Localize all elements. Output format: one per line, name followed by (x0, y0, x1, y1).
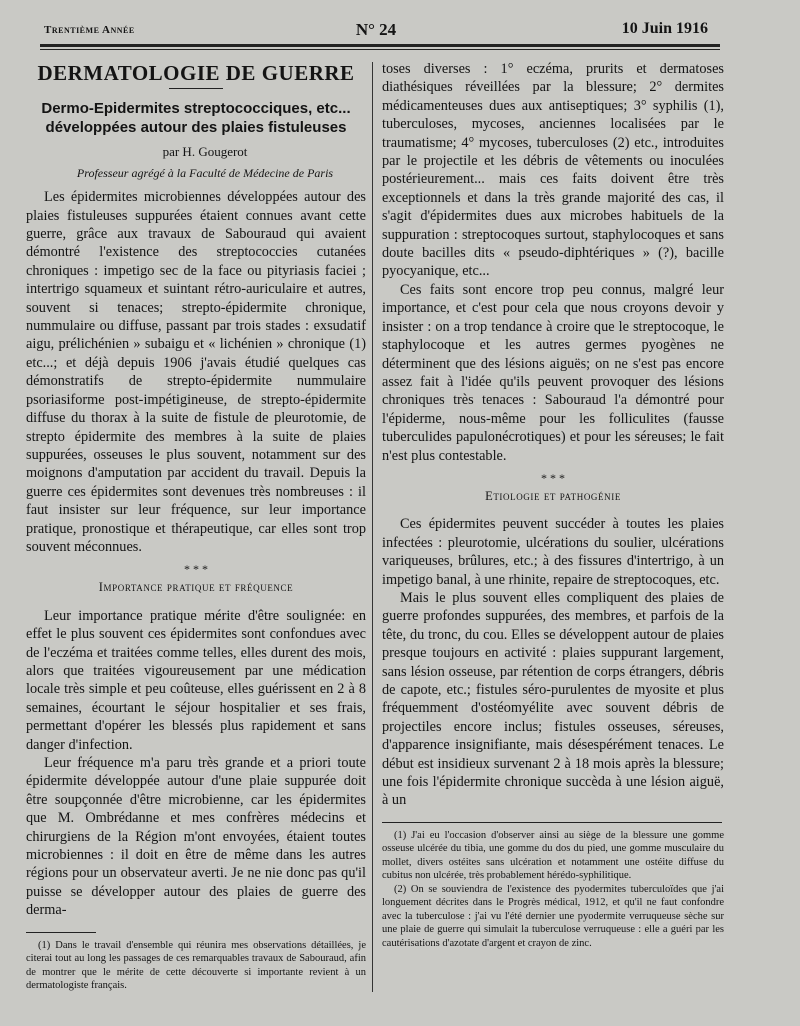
footnote-separator-right (382, 822, 722, 823)
header-year: Trentième Année (44, 24, 135, 36)
article-subtitle-line-2: développées autour des plaies fistuleuses (45, 119, 347, 137)
section-stars-1: * * * (184, 562, 208, 577)
header-rule-thick (40, 44, 720, 47)
header-date: 10 Juin 1916 (621, 20, 708, 37)
left-column (26, 60, 366, 993)
title-rule (169, 88, 223, 89)
right-column (382, 60, 724, 950)
paragraph-1: Les épidermites microbiennes développées autour des plaies fistuleuses suppurées étaient connues avant cette guerre, grâce aux travaux de Sabouraud qui avaient démontré l'existence des streptococcies cutanées chroniques : impetigo sec de la face ou pityriasis faciei ; intertrigo squameux et suintant rétro-auriculaire et autres, souvent si tenaces; strepto-épidermite chronique, nummulaire ou diffuse, passant par trois stades : exsudatif aigu, prélichénien » subaigu et « lichénien » chronique (1) etc...; et déjà depuis 1906 j'avais étudié quelques cas démonstratifs de strepto-épidermite nummulaire psoriasiforme post-impétigineuse, de strepto-épidermite diffuse du thorax à la suite de fistule de pleurotomie, de strepto épidermite des membres à la suite de plaies suppurées, osseuses le plus souvent, notamment sur des moignons d'amputation par accident du travail. Depuis la guerre ces épidermites sont devenues très nombreuses : il faut insister sur leur fréquence, sur leur importance pratique, pronostique et thérapeutique, car elles sont trop souvent méconnues. (26, 189, 366, 555)
page-header (44, 20, 708, 42)
paragraph-2: Leur importance pratique mérite d'être soulignée: en effet le plus souvent ces épidermites sont confondues avec de l'eczéma et traitées comme telles, elles durent des mois, alors que traitées vigoureusement par une médication locale très simple et peu coûteuse, elles guérissent en 2 à 8 semaines, écourtant le séjour hospitalier et ses frais, permettant d'opérer les blessés plus rapidement et sans danger d'infection. (26, 607, 366, 753)
paragraph-7: Mais le plus souvent elles compliquent des plaies de guerre profondes suppurées, des membres, et parfois de la tête, du tronc, du cou. Elles se développent autour de plaies presque toujours en activité : plaies suppurant largement, sans lésion osseuse, par rétention de corps étrangers, débris de capote, etc.; fistules séro-purulentes de myosite et plus fréquemment d'ostéomyélite avec souvent débris de projectiles encore inclus; fistules osseuses, séreuses, d'apparence insignifiante, mais désespérément tenaces. Le début est insidieux survenant 2 à 18 mois après la blessure; une fois l'épidermite chronique succèda à une lésion aiguë, à un (382, 589, 724, 809)
footnote-2: (1) J'ai eu l'occasion d'observer ainsi au siège de la blessure une gomme osseuse ulcérée du tibia, une gomme du dos du pied, une gomme musculaire du mollet, divers ostéites sans ulcération et notamment une ostéite diffuse du cubitus non ulcérée, très probablement hérédo-syphilitique. (382, 829, 724, 882)
paragraph-5: Ces faits sont encore trop peu connus, malgré leur importance, et c'est pour cela que nous croyons devoir y insister : on a trop tendance à croire que le streptocoque, le staphylocoque et les autres germes pyogènes ne déterminent que des lésions aiguës; on ne s'est pas encore assez fait à l'idée qu'ils peuvent provoquer des lésions chroniques très tenaces : Sabouraud l'a démontré pour l'épiderme, nous-même pour les folliculites (fausse tuberculides papulonécrotiques) et pour les séreuses; le fait n'est plus contestable. (382, 281, 724, 464)
author-byline: par H. Gougerot (162, 144, 248, 160)
footnote-3: (2) On se souviendra de l'existence des pyodermites tuberculoïdes que j'ai longuement décrites dans le Progrès médical, 1912, et qu'il ne faut confondre avec la tuberculose : j'ai vu l'été dernier une pyodermite verruqueuse sèche sur une plaie de guerre qui simulait la tuberculose verruqueuse : elle a guéri par les cautérisations d'azotate d'argent et crayon de zinc. (382, 883, 724, 949)
section-heading-importance: Importance pratique et fréquence (98, 580, 294, 595)
footnote-1: (1) Dans le travail d'ensemble qui réunira mes observations détaillées, je citerai tout au long les passages de ces remarquables travaux de Sabouraud, afin de montrer que le mérite de cette découverte si importante revient à un dermatologiste français. (26, 939, 366, 992)
paragraph-3: Leur fréquence m'a paru très grande et a priori toute épidermite développée autour d'une plaie suppurée doit être soupçonnée d'être microbienne, car les épidermites que M. Ombrédanne et mes confrères médecins et chirurgiens de la Région m'ont envoyées, étaient toutes microbiennes : il doit en être de même dans les autres régions pour un observateur averti. Je ne nie donc pas qu'il puisse se développer autour des plaies de guerre des derma- (26, 755, 366, 919)
header-rule-thin (40, 49, 720, 50)
author-affiliation: Professeur agrégé à la Faculté de Médecine de Paris (76, 165, 334, 180)
section-heading-etiologie: Etiologie et pathogénie (485, 488, 621, 503)
header-issue-number: N° 24 (355, 20, 397, 39)
article-subtitle-line-1: Dermo-Epidermites streptococciques, etc... (41, 100, 351, 118)
footnote-separator-left (26, 932, 96, 933)
column-divider (372, 62, 373, 992)
paragraph-4: toses diverses : 1° eczéma, prurits et dermatoses diathésiques réveillées par la blessure; 2° dermites médicamenteuses dues aux antiseptiques; 3° syphilis (1), tuberculoses, mycoses, anciennes localisées par le traumatisme; 4° mycoses, tuberculoses (2) etc., introduites par le projectile et les débris de vêtements ou inoculées postérieurement... mais ces faits doivent être très exceptionnels et dans la très grande majorité des cas, il s'agit d'épidermites dues aux microbes habituels de la suppuration : streptocoques surtout, staphylocoques et sans doute bacilles dits « pseudo-diphtériques » (?), bacille pyocyanique, etc... (382, 61, 724, 280)
article-section-title: DERMATOLOGIE DE GUERRE (37, 61, 355, 85)
paragraph-6: Ces épidermites peuvent succéder à toutes les plaies infectées : pleurotomie, ulcérations du soulier, ulcérations variqueuses, brûlures, etc.; à des fissures d'intertrigo, à un impetigo banal, à une rhinite, repaire de streptocoques, etc. (382, 516, 724, 588)
section-stars-2: * * * (541, 470, 565, 485)
